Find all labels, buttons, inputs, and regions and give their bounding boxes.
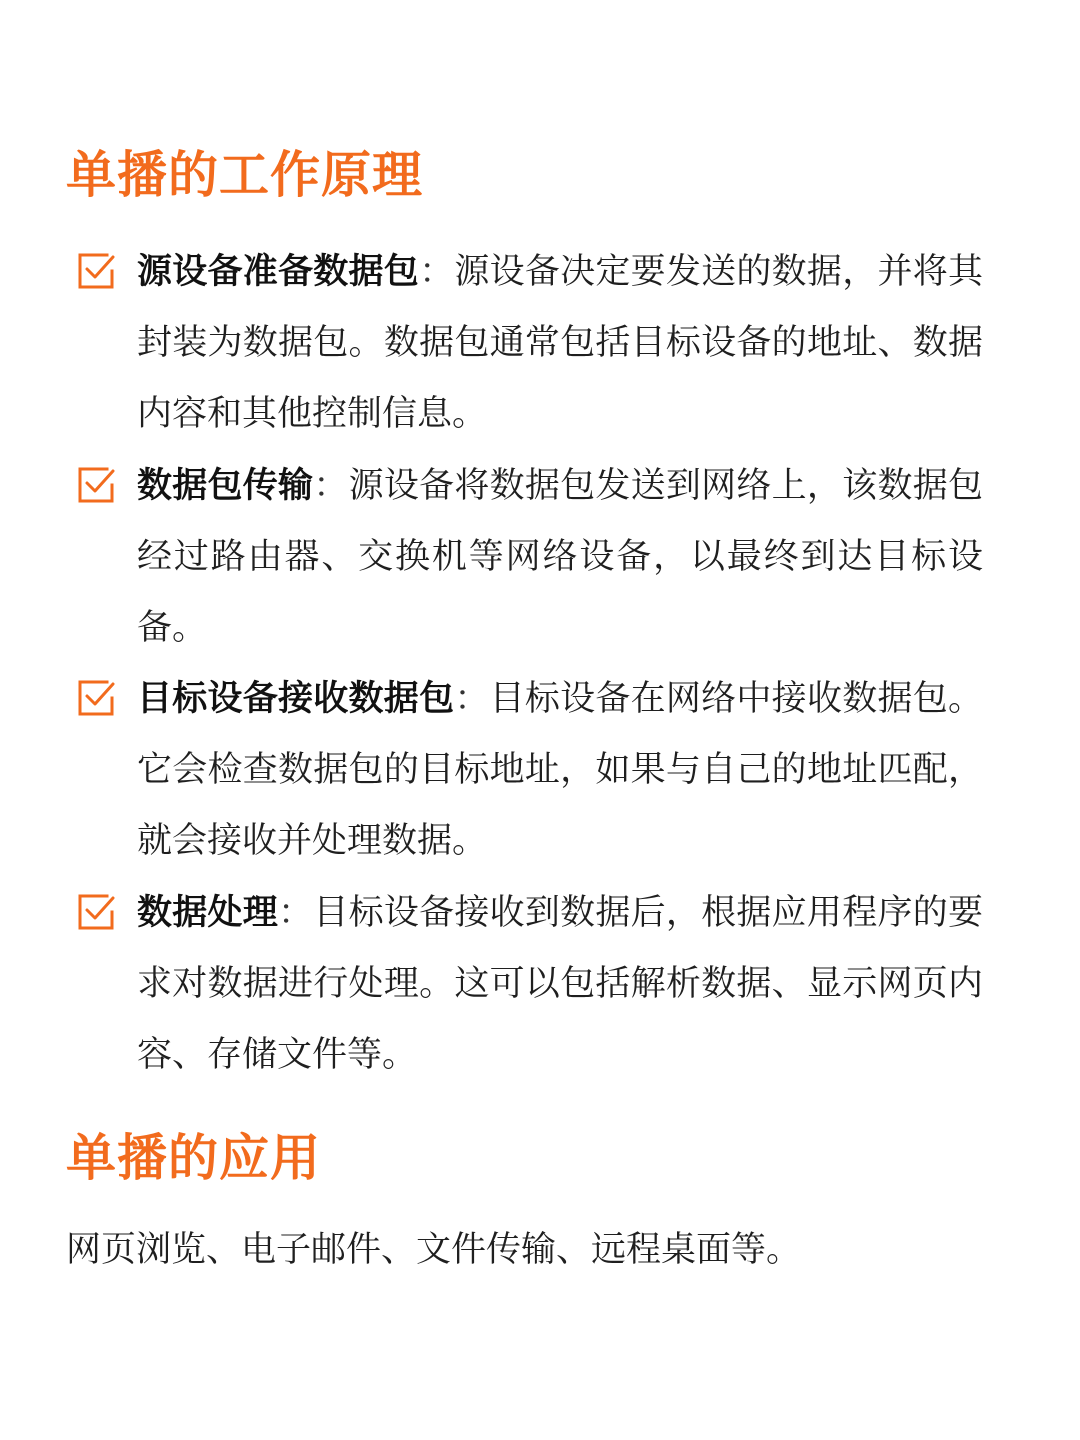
- list-item: [0, 451, 1080, 665]
- applications-text: 网页浏览、电子邮件、文件传输、远程桌面等。: [66, 1230, 802, 1270]
- list-item-label: 数据处理: [137, 892, 279, 933]
- list-item-description: 源设备决定要发送的数据，并将其封装为数据包。数据包通常包括目标设备的地址、数据内容和其他控制信息。: [137, 252, 983, 434]
- list-item-description: 目标设备在网络中接收数据包。它会检查数据包的目标地址，如果与自己的地址匹配，就会接收并处理数据。: [137, 679, 983, 861]
- list-item-separator: ：: [454, 679, 490, 719]
- section-title-applications: 单播的应用: [66, 1129, 321, 1187]
- list-item-text: [137, 664, 983, 877]
- list-item-text: [137, 878, 983, 1091]
- list-item-label: 源设备准备数据包: [137, 252, 420, 292]
- list-item-text: [137, 237, 983, 450]
- list-item-label: 数据包传输: [137, 465, 314, 506]
- list-item-description: 源设备将数据包发送到网络上，该数据包经过路由器、交换机等网络设备，以最终到达目标设备。: [137, 465, 983, 648]
- section-title-working-principle: 单播的工作原理: [66, 146, 423, 204]
- list-item: [0, 237, 1080, 451]
- list-item-label: 目标设备接收数据包: [137, 679, 455, 719]
- checkbox-checked-icon: [76, 465, 116, 505]
- checkbox-checked-icon: [76, 678, 116, 718]
- list-item-description: 目标设备接收到数据后，根据应用程序的要求对数据进行处理。这可以包括解析数据、显示网页内容、存储文件等。: [137, 892, 983, 1075]
- list-item: [0, 664, 1080, 878]
- checkbox-checked-icon: [76, 892, 116, 932]
- list-item-separator: ：: [419, 252, 455, 292]
- list-item-separator: ：: [313, 465, 349, 506]
- checkbox-checked-icon: [76, 251, 116, 291]
- list-item: [0, 878, 1080, 1092]
- list-item-text: [137, 451, 983, 664]
- principle-list: [0, 237, 1080, 1091]
- list-item-separator: ：: [278, 892, 314, 933]
